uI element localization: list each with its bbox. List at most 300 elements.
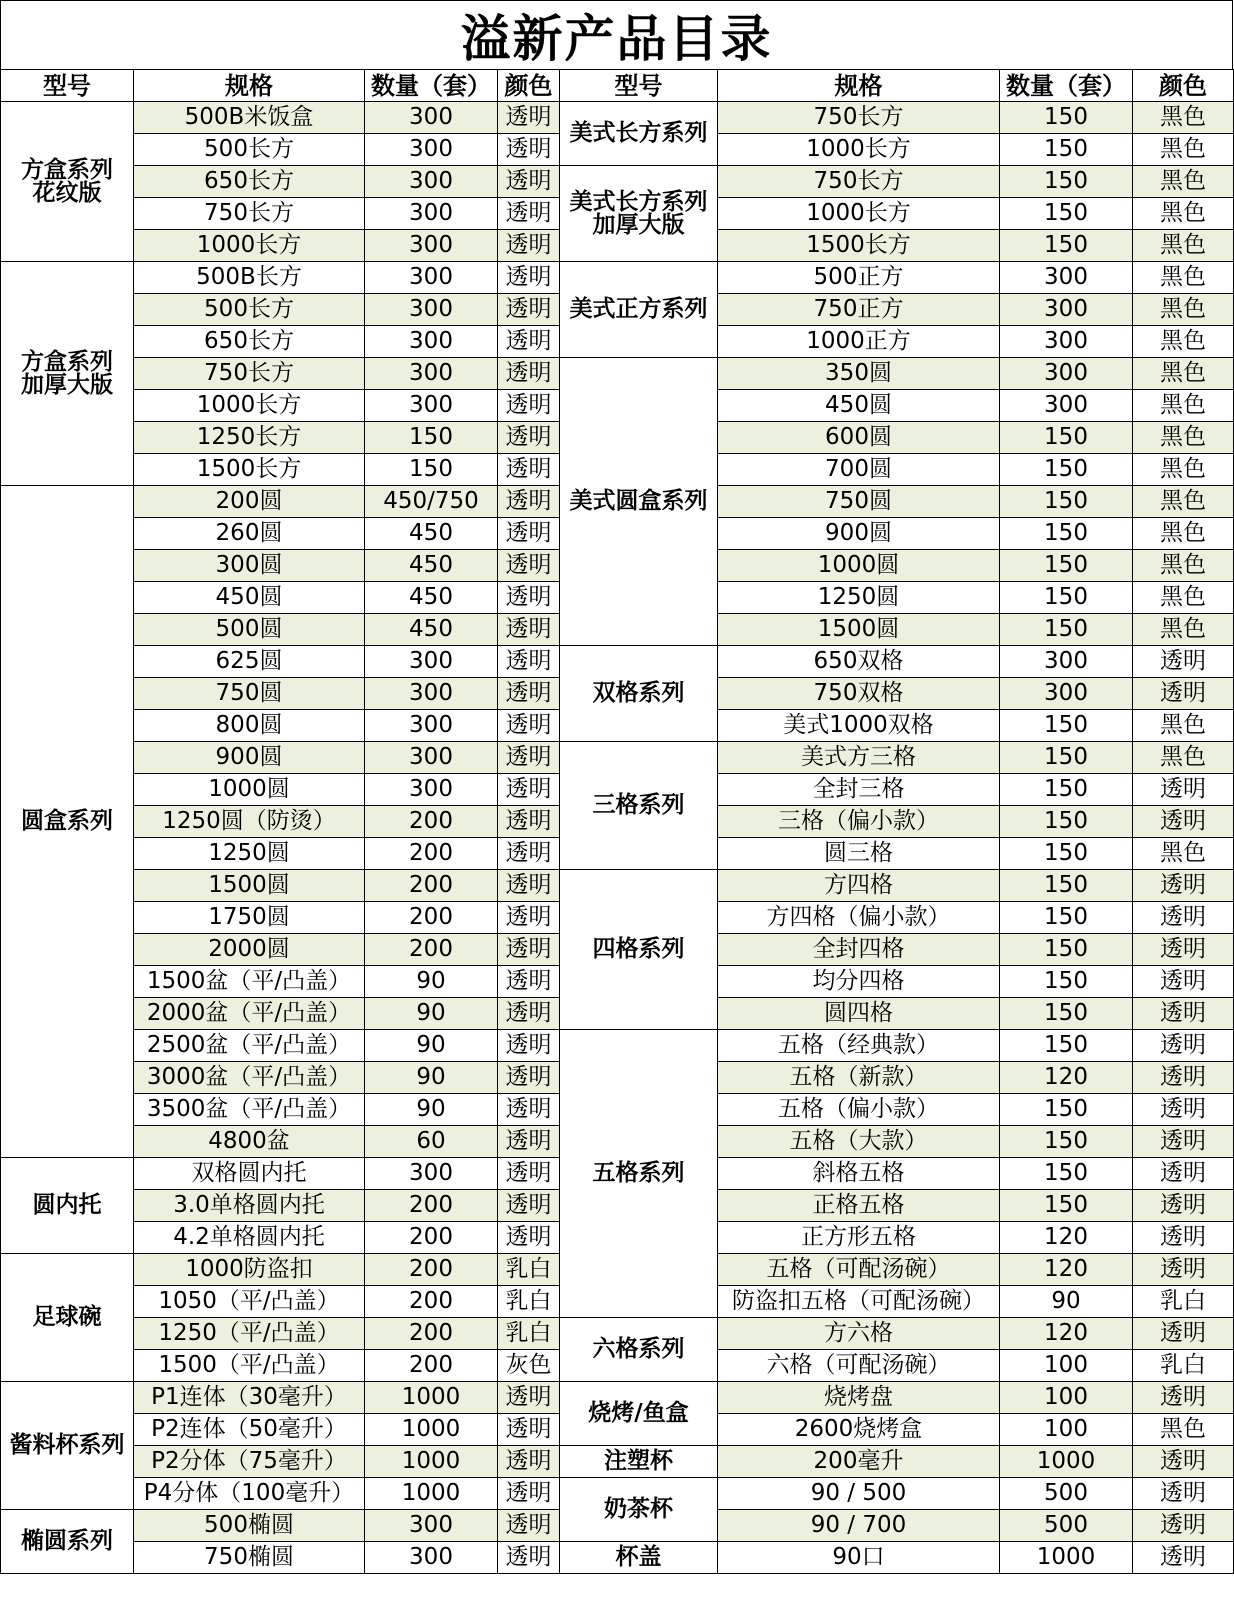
right-qty-cell: 150 (1000, 134, 1133, 166)
left-spec-cell: 1000防盗扣 (134, 1254, 365, 1286)
right-color-cell: 透明 (1133, 646, 1234, 678)
left-spec-cell: 200圆 (134, 486, 365, 518)
left-qty-cell: 60 (365, 1126, 498, 1158)
right-color-cell: 黑色 (1133, 262, 1234, 294)
right-model-group: 美式圆盒系列 (560, 358, 718, 646)
header-qty-right: 数量（套） (1000, 70, 1133, 102)
right-qty-cell: 150 (1000, 102, 1133, 134)
left-spec-cell: 500椭圆 (134, 1510, 365, 1542)
right-model-group: 双格系列 (560, 646, 718, 742)
header-model-right: 型号 (560, 70, 718, 102)
header-qty-left: 数量（套） (365, 70, 498, 102)
left-qty-cell: 300 (365, 326, 498, 358)
right-qty-cell: 150 (1000, 1094, 1133, 1126)
right-qty-cell: 150 (1000, 774, 1133, 806)
left-spec-cell: 1000长方 (134, 230, 365, 262)
right-color-cell: 透明 (1133, 1062, 1234, 1094)
left-model-group: 方盒系列 花纹版 (1, 102, 134, 262)
left-qty-cell: 300 (365, 166, 498, 198)
right-model-group: 奶茶杯 (560, 1478, 718, 1542)
left-color-cell: 透明 (498, 518, 560, 550)
right-color-cell: 黑色 (1133, 326, 1234, 358)
right-spec-cell: 美式方三格 (718, 742, 1000, 774)
right-spec-cell: 700圆 (718, 454, 1000, 486)
right-model-group: 注塑杯 (560, 1446, 718, 1478)
left-color-cell: 透明 (498, 934, 560, 966)
right-spec-cell: 正方形五格 (718, 1222, 1000, 1254)
right-qty-cell: 150 (1000, 422, 1133, 454)
right-spec-cell: 1000正方 (718, 326, 1000, 358)
left-spec-cell: 1500（平/凸盖） (134, 1350, 365, 1382)
right-spec-cell: 烧烤盘 (718, 1382, 1000, 1414)
left-color-cell: 透明 (498, 390, 560, 422)
left-qty-cell: 300 (365, 646, 498, 678)
right-qty-cell: 150 (1000, 486, 1133, 518)
left-spec-cell: P2连体（50毫升） (134, 1414, 365, 1446)
right-qty-cell: 150 (1000, 198, 1133, 230)
right-qty-cell: 150 (1000, 966, 1133, 998)
right-spec-cell: 三格（偏小款） (718, 806, 1000, 838)
right-color-cell: 乳白 (1133, 1350, 1234, 1382)
catalog-table (0, 69, 1234, 1574)
left-spec-cell: 2500盆（平/凸盖） (134, 1030, 365, 1062)
left-spec-cell: 3.0单格圆内托 (134, 1190, 365, 1222)
right-spec-cell: 90 / 500 (718, 1478, 1000, 1510)
right-color-cell: 透明 (1133, 1094, 1234, 1126)
table-row (1, 102, 1234, 134)
right-color-cell: 透明 (1133, 870, 1234, 902)
right-spec-cell: 1000长方 (718, 198, 1000, 230)
right-color-cell: 透明 (1133, 1190, 1234, 1222)
left-color-cell: 透明 (498, 1062, 560, 1094)
left-qty-cell: 300 (365, 390, 498, 422)
right-model-group: 美式正方系列 (560, 262, 718, 358)
left-qty-cell: 300 (365, 774, 498, 806)
left-color-cell: 透明 (498, 902, 560, 934)
right-color-cell: 透明 (1133, 1510, 1234, 1542)
right-color-cell: 透明 (1133, 966, 1234, 998)
right-model-group: 烧烤/鱼盒 (560, 1382, 718, 1446)
table-row (1, 646, 1234, 678)
right-spec-cell: 450圆 (718, 390, 1000, 422)
left-qty-cell: 300 (365, 230, 498, 262)
left-color-cell: 透明 (498, 998, 560, 1030)
right-qty-cell: 150 (1000, 934, 1133, 966)
left-color-cell: 透明 (498, 166, 560, 198)
right-qty-cell: 150 (1000, 998, 1133, 1030)
right-color-cell: 黑色 (1133, 294, 1234, 326)
right-qty-cell: 300 (1000, 390, 1133, 422)
table-row (1, 166, 1234, 198)
right-color-cell: 黑色 (1133, 198, 1234, 230)
right-qty-cell: 150 (1000, 1030, 1133, 1062)
right-spec-cell: 圆四格 (718, 998, 1000, 1030)
right-qty-cell: 300 (1000, 678, 1133, 710)
table-row (1, 1542, 1234, 1574)
right-qty-cell: 150 (1000, 550, 1133, 582)
left-spec-cell: 1000长方 (134, 390, 365, 422)
left-spec-cell: P2分体（75毫升） (134, 1446, 365, 1478)
right-spec-cell: 五格（偏小款） (718, 1094, 1000, 1126)
right-color-cell: 透明 (1133, 774, 1234, 806)
right-qty-cell: 150 (1000, 614, 1133, 646)
left-model-group: 椭圆系列 (1, 1510, 134, 1574)
right-qty-cell: 120 (1000, 1222, 1133, 1254)
right-spec-cell: 200毫升 (718, 1446, 1000, 1478)
right-spec-cell: 正格五格 (718, 1190, 1000, 1222)
right-qty-cell: 300 (1000, 646, 1133, 678)
left-color-cell: 透明 (498, 486, 560, 518)
right-color-cell: 透明 (1133, 998, 1234, 1030)
right-qty-cell: 300 (1000, 326, 1133, 358)
right-spec-cell: 方四格 (718, 870, 1000, 902)
left-spec-cell: 2000盆（平/凸盖） (134, 998, 365, 1030)
left-model-group: 酱料杯系列 (1, 1382, 134, 1510)
right-spec-cell: 方四格（偏小款） (718, 902, 1000, 934)
table-row (1, 1478, 1234, 1510)
left-spec-cell: 800圆 (134, 710, 365, 742)
right-spec-cell: 1500长方 (718, 230, 1000, 262)
right-spec-cell: 全封四格 (718, 934, 1000, 966)
left-qty-cell: 90 (365, 998, 498, 1030)
right-spec-cell: 750正方 (718, 294, 1000, 326)
right-spec-cell: 650双格 (718, 646, 1000, 678)
left-spec-cell: 625圆 (134, 646, 365, 678)
right-color-cell: 黑色 (1133, 134, 1234, 166)
left-spec-cell: 500圆 (134, 614, 365, 646)
left-qty-cell: 300 (365, 1510, 498, 1542)
right-color-cell: 透明 (1133, 1126, 1234, 1158)
left-qty-cell: 300 (365, 1158, 498, 1190)
left-model-group: 方盒系列 加厚大版 (1, 262, 134, 486)
left-spec-cell: 500长方 (134, 294, 365, 326)
left-qty-cell: 1000 (365, 1414, 498, 1446)
right-spec-cell: 五格（可配汤碗） (718, 1254, 1000, 1286)
right-color-cell: 透明 (1133, 678, 1234, 710)
table-row (1, 1030, 1234, 1062)
right-qty-cell: 150 (1000, 1126, 1133, 1158)
left-color-cell: 透明 (498, 614, 560, 646)
right-color-cell: 透明 (1133, 1382, 1234, 1414)
right-color-cell: 透明 (1133, 1158, 1234, 1190)
left-spec-cell: 1250圆（防烫） (134, 806, 365, 838)
right-spec-cell: 600圆 (718, 422, 1000, 454)
left-spec-cell: 500长方 (134, 134, 365, 166)
left-spec-cell: 1250（平/凸盖） (134, 1318, 365, 1350)
left-spec-cell: 900圆 (134, 742, 365, 774)
right-spec-cell: 1000长方 (718, 134, 1000, 166)
left-color-cell: 透明 (498, 294, 560, 326)
right-spec-cell: 750长方 (718, 166, 1000, 198)
left-color-cell: 透明 (498, 422, 560, 454)
left-color-cell: 透明 (498, 1158, 560, 1190)
right-color-cell: 透明 (1133, 1318, 1234, 1350)
left-qty-cell: 1000 (365, 1382, 498, 1414)
right-spec-cell: 750长方 (718, 102, 1000, 134)
right-spec-cell: 90口 (718, 1542, 1000, 1574)
left-spec-cell: 1050（平/凸盖） (134, 1286, 365, 1318)
right-color-cell: 黑色 (1133, 582, 1234, 614)
right-color-cell: 黑色 (1133, 230, 1234, 262)
left-qty-cell: 200 (365, 902, 498, 934)
left-color-cell: 透明 (498, 102, 560, 134)
right-qty-cell: 500 (1000, 1510, 1133, 1542)
header-spec-left: 规格 (134, 70, 365, 102)
left-color-cell: 乳白 (498, 1318, 560, 1350)
right-color-cell: 透明 (1133, 1478, 1234, 1510)
left-qty-cell: 1000 (365, 1478, 498, 1510)
right-spec-cell: 五格（新款） (718, 1062, 1000, 1094)
left-qty-cell: 300 (365, 198, 498, 230)
left-color-cell: 透明 (498, 838, 560, 870)
left-spec-cell: 750长方 (134, 198, 365, 230)
left-qty-cell: 300 (365, 1542, 498, 1574)
left-spec-cell: 450圆 (134, 582, 365, 614)
left-qty-cell: 450 (365, 550, 498, 582)
right-model-group: 杯盖 (560, 1542, 718, 1574)
left-color-cell: 透明 (498, 454, 560, 486)
right-color-cell: 黑色 (1133, 614, 1234, 646)
right-model-group: 五格系列 (560, 1030, 718, 1318)
left-qty-cell: 90 (365, 966, 498, 998)
left-qty-cell: 300 (365, 134, 498, 166)
right-color-cell: 透明 (1133, 1030, 1234, 1062)
left-spec-cell: 1500盆（平/凸盖） (134, 966, 365, 998)
left-spec-cell: 650长方 (134, 326, 365, 358)
right-qty-cell: 150 (1000, 166, 1133, 198)
right-color-cell: 透明 (1133, 1446, 1234, 1478)
left-color-cell: 透明 (498, 1414, 560, 1446)
left-color-cell: 透明 (498, 262, 560, 294)
right-model-group: 美式长方系列 加厚大版 (560, 166, 718, 262)
left-qty-cell: 300 (365, 678, 498, 710)
left-spec-cell: 3500盆（平/凸盖） (134, 1094, 365, 1126)
right-qty-cell: 300 (1000, 358, 1133, 390)
right-spec-cell: 1000圆 (718, 550, 1000, 582)
left-spec-cell: 750长方 (134, 358, 365, 390)
right-spec-cell: 750双格 (718, 678, 1000, 710)
right-color-cell: 透明 (1133, 902, 1234, 934)
left-qty-cell: 200 (365, 1222, 498, 1254)
left-spec-cell: 650长方 (134, 166, 365, 198)
right-qty-cell: 150 (1000, 582, 1133, 614)
right-qty-cell: 300 (1000, 262, 1133, 294)
right-color-cell: 黑色 (1133, 358, 1234, 390)
right-spec-cell: 90 / 700 (718, 1510, 1000, 1542)
right-color-cell: 黑色 (1133, 166, 1234, 198)
left-qty-cell: 300 (365, 742, 498, 774)
left-qty-cell: 300 (365, 262, 498, 294)
table-row (1, 870, 1234, 902)
table-row (1, 742, 1234, 774)
left-qty-cell: 200 (365, 1350, 498, 1382)
right-qty-cell: 300 (1000, 294, 1133, 326)
left-spec-cell: 1750圆 (134, 902, 365, 934)
right-color-cell: 黑色 (1133, 550, 1234, 582)
right-spec-cell: 500正方 (718, 262, 1000, 294)
right-qty-cell: 150 (1000, 518, 1133, 550)
right-qty-cell: 500 (1000, 1478, 1133, 1510)
left-spec-cell: P1连体（30毫升） (134, 1382, 365, 1414)
right-color-cell: 透明 (1133, 1254, 1234, 1286)
catalog-body (1, 102, 1234, 1574)
table-row (1, 1382, 1234, 1414)
left-model-group: 圆盒系列 (1, 486, 134, 1158)
left-qty-cell: 90 (365, 1094, 498, 1126)
right-spec-cell: 1250圆 (718, 582, 1000, 614)
right-qty-cell: 150 (1000, 838, 1133, 870)
left-qty-cell: 300 (365, 358, 498, 390)
left-color-cell: 透明 (498, 1126, 560, 1158)
left-qty-cell: 300 (365, 294, 498, 326)
header-color-left: 颜色 (498, 70, 560, 102)
left-qty-cell: 450/750 (365, 486, 498, 518)
right-color-cell: 透明 (1133, 806, 1234, 838)
left-color-cell: 乳白 (498, 1286, 560, 1318)
left-qty-cell: 150 (365, 422, 498, 454)
right-spec-cell: 美式1000双格 (718, 710, 1000, 742)
left-color-cell: 透明 (498, 710, 560, 742)
left-color-cell: 透明 (498, 678, 560, 710)
left-color-cell: 透明 (498, 134, 560, 166)
left-color-cell: 透明 (498, 1478, 560, 1510)
left-color-cell: 透明 (498, 1030, 560, 1062)
left-color-cell: 透明 (498, 1446, 560, 1478)
right-spec-cell: 六格（可配汤碗） (718, 1350, 1000, 1382)
left-qty-cell: 300 (365, 710, 498, 742)
table-row (1, 1446, 1234, 1478)
right-color-cell: 黑色 (1133, 390, 1234, 422)
right-color-cell: 乳白 (1133, 1286, 1234, 1318)
left-qty-cell: 200 (365, 1286, 498, 1318)
left-color-cell: 透明 (498, 870, 560, 902)
right-color-cell: 黑色 (1133, 518, 1234, 550)
left-qty-cell: 150 (365, 454, 498, 486)
left-model-group: 圆内托 (1, 1158, 134, 1254)
right-model-group: 四格系列 (560, 870, 718, 1030)
right-spec-cell: 350圆 (718, 358, 1000, 390)
right-color-cell: 透明 (1133, 1542, 1234, 1574)
left-qty-cell: 200 (365, 806, 498, 838)
left-qty-cell: 90 (365, 1030, 498, 1062)
left-color-cell: 透明 (498, 550, 560, 582)
left-qty-cell: 300 (365, 102, 498, 134)
left-spec-cell: 300圆 (134, 550, 365, 582)
left-color-cell: 透明 (498, 1542, 560, 1574)
right-spec-cell: 方六格 (718, 1318, 1000, 1350)
right-qty-cell: 150 (1000, 742, 1133, 774)
left-qty-cell: 90 (365, 1062, 498, 1094)
left-qty-cell: 200 (365, 838, 498, 870)
left-color-cell: 透明 (498, 806, 560, 838)
left-spec-cell: 750椭圆 (134, 1542, 365, 1574)
left-color-cell: 灰色 (498, 1350, 560, 1382)
left-spec-cell: 3000盆（平/凸盖） (134, 1062, 365, 1094)
right-model-group: 美式长方系列 (560, 102, 718, 166)
right-color-cell: 黑色 (1133, 454, 1234, 486)
left-qty-cell: 200 (365, 1318, 498, 1350)
right-color-cell: 黑色 (1133, 486, 1234, 518)
left-spec-cell: 2000圆 (134, 934, 365, 966)
header-row (1, 70, 1234, 102)
left-color-cell: 透明 (498, 1382, 560, 1414)
left-spec-cell: 1000圆 (134, 774, 365, 806)
right-qty-cell: 1000 (1000, 1446, 1133, 1478)
catalog-title: 溢新产品目录 (0, 0, 1233, 70)
right-qty-cell: 120 (1000, 1318, 1133, 1350)
right-qty-cell: 150 (1000, 870, 1133, 902)
right-spec-cell: 2600烧烤盒 (718, 1414, 1000, 1446)
right-spec-cell: 斜格五格 (718, 1158, 1000, 1190)
right-qty-cell: 150 (1000, 710, 1133, 742)
right-spec-cell: 防盗扣五格（可配汤碗） (718, 1286, 1000, 1318)
right-model-group: 六格系列 (560, 1318, 718, 1382)
right-qty-cell: 150 (1000, 1158, 1133, 1190)
right-spec-cell: 1500圆 (718, 614, 1000, 646)
left-qty-cell: 200 (365, 870, 498, 902)
left-spec-cell: 260圆 (134, 518, 365, 550)
right-color-cell: 黑色 (1133, 742, 1234, 774)
left-color-cell: 透明 (498, 742, 560, 774)
table-row (1, 262, 1234, 294)
left-color-cell: 透明 (498, 230, 560, 262)
header-spec-right: 规格 (718, 70, 1000, 102)
left-model-group: 足球碗 (1, 1254, 134, 1382)
right-qty-cell: 120 (1000, 1062, 1133, 1094)
right-qty-cell: 100 (1000, 1350, 1133, 1382)
table-row (1, 358, 1234, 390)
left-color-cell: 乳白 (498, 1254, 560, 1286)
left-color-cell: 透明 (498, 358, 560, 390)
right-qty-cell: 90 (1000, 1286, 1133, 1318)
right-qty-cell: 150 (1000, 902, 1133, 934)
left-spec-cell: P4分体（100毫升） (134, 1478, 365, 1510)
left-qty-cell: 200 (365, 1190, 498, 1222)
left-qty-cell: 450 (365, 582, 498, 614)
left-spec-cell: 500B长方 (134, 262, 365, 294)
left-spec-cell: 双格圆内托 (134, 1158, 365, 1190)
left-spec-cell: 4.2单格圆内托 (134, 1222, 365, 1254)
left-color-cell: 透明 (498, 646, 560, 678)
right-spec-cell: 五格（经典款） (718, 1030, 1000, 1062)
right-color-cell: 透明 (1133, 934, 1234, 966)
left-qty-cell: 450 (365, 614, 498, 646)
right-qty-cell: 150 (1000, 454, 1133, 486)
left-color-cell: 透明 (498, 1510, 560, 1542)
left-spec-cell: 4800盆 (134, 1126, 365, 1158)
right-model-group: 三格系列 (560, 742, 718, 870)
left-spec-cell: 1250长方 (134, 422, 365, 454)
right-qty-cell: 120 (1000, 1254, 1133, 1286)
right-color-cell: 黑色 (1133, 710, 1234, 742)
left-color-cell: 透明 (498, 966, 560, 998)
left-spec-cell: 1500圆 (134, 870, 365, 902)
left-qty-cell: 200 (365, 934, 498, 966)
right-color-cell: 透明 (1133, 1222, 1234, 1254)
right-spec-cell: 均分四格 (718, 966, 1000, 998)
left-color-cell: 透明 (498, 1222, 560, 1254)
left-color-cell: 透明 (498, 1094, 560, 1126)
right-qty-cell: 1000 (1000, 1542, 1133, 1574)
right-qty-cell: 150 (1000, 806, 1133, 838)
left-qty-cell: 200 (365, 1254, 498, 1286)
left-qty-cell: 1000 (365, 1446, 498, 1478)
right-color-cell: 黑色 (1133, 422, 1234, 454)
left-color-cell: 透明 (498, 774, 560, 806)
left-spec-cell: 500B米饭盒 (134, 102, 365, 134)
right-spec-cell: 900圆 (718, 518, 1000, 550)
left-spec-cell: 750圆 (134, 678, 365, 710)
